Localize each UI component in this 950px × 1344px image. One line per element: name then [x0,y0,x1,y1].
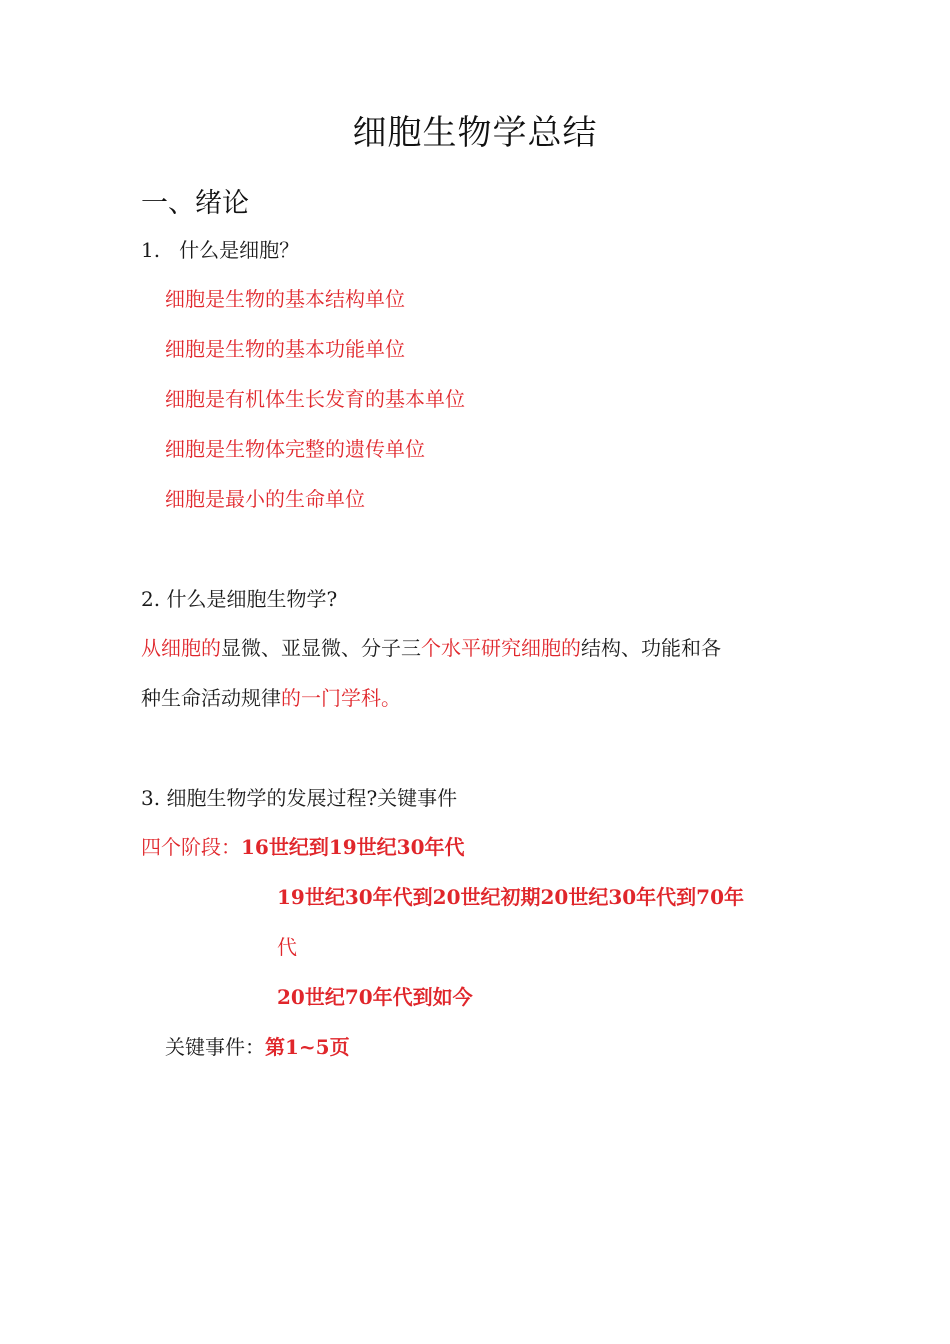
key-events-line [165,1037,350,1057]
key-events-value: 第1~5页 [265,1035,350,1059]
question-2: 2. 什么是细胞生物学? [141,587,338,611]
question-1 [141,240,299,260]
definition-part: 结构、功能和各 [581,636,721,660]
definition-part: 种生命活动规律 [141,686,281,710]
stages-line [141,837,465,857]
answer-1: 细胞是生物的基本结构单位 [165,287,405,311]
key-events-label: 关键事件： [165,1035,265,1059]
definition-part: 的一门学科。 [281,686,401,710]
answer-3: 细胞是有机体生长发育的基本单位 [165,387,465,411]
stage-3: 20世纪70年代到如今 [277,985,473,1009]
definition-part: 个水平研究细胞的 [421,636,581,660]
definition-part: 从细胞的 [141,636,221,660]
stages-label: 四个阶段： [141,835,241,859]
answer-5: 细胞是最小的生命单位 [165,487,365,511]
question-1-text: 什么是细胞？ [179,238,300,262]
stage-2-line-1: 19世纪30年代到20世纪初期20世纪30年代到70年 [277,885,744,909]
definition-part: 显微、亚显微、分子三 [221,636,421,660]
definition-line-1 [141,638,721,658]
page-title: 细胞生物学总结 [352,113,598,153]
section-heading: 一、绪论 [141,188,249,219]
stage-2-line-2: 代 [277,935,297,959]
question-3: 3. 细胞生物学的发展过程?关键事件 [141,786,458,810]
answer-2: 细胞是生物的基本功能单位 [165,337,405,361]
question-1-number: 1. [141,238,161,262]
answer-4: 细胞是生物体完整的遗传单位 [165,437,425,461]
stage-1: 16世纪到19世纪30年代 [241,835,465,859]
definition-line-2 [141,688,401,708]
